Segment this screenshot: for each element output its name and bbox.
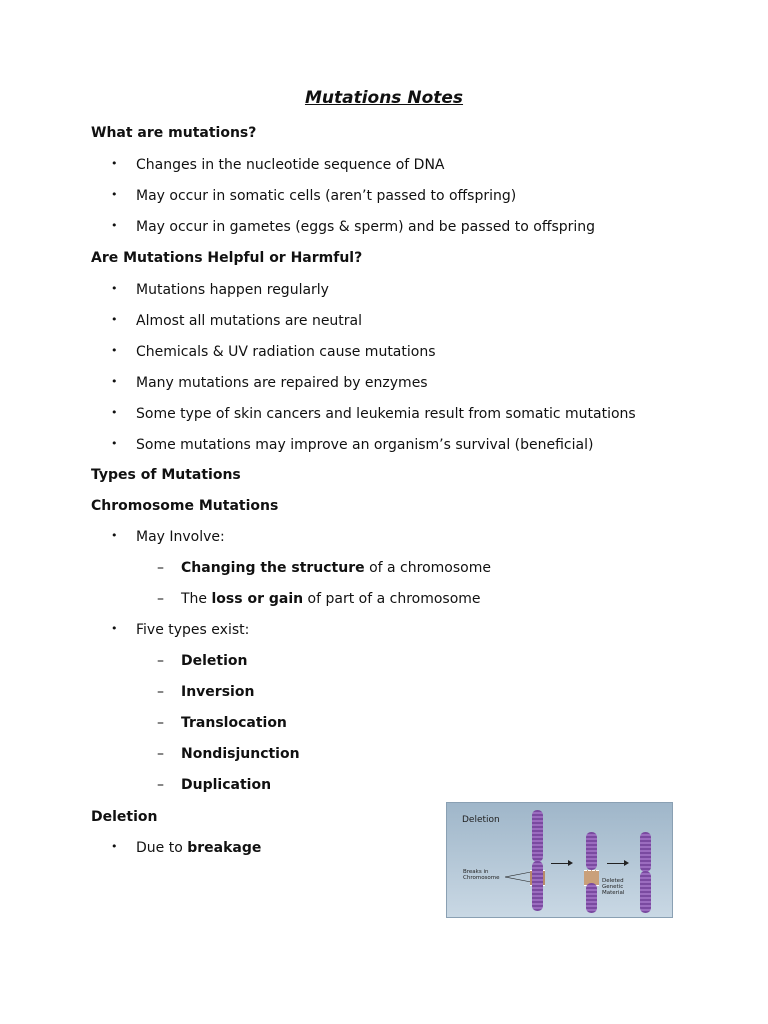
chromosome-original-top bbox=[532, 810, 543, 862]
section-heading-chromosome-mutations: Chromosome Mutations bbox=[91, 498, 279, 514]
deletion-diagram-image bbox=[446, 802, 673, 918]
bullet-item: • Many mutations are repaired by enzymes bbox=[136, 375, 428, 391]
chromosome-result-bottom bbox=[640, 871, 651, 913]
sub-bullet-item bbox=[181, 777, 271, 793]
sub-bullet-item bbox=[181, 746, 300, 762]
bullet-item: • Mutations happen regularly bbox=[136, 282, 329, 298]
figure-label-deleted bbox=[602, 878, 624, 896]
bullet-item bbox=[136, 840, 261, 856]
section-heading-deletion: Deletion bbox=[91, 809, 158, 825]
figure-label-line: Genetic bbox=[602, 884, 624, 890]
bullet-item: • Changes in the nucleotide sequence of DNA bbox=[136, 157, 445, 173]
sub-bullet-item bbox=[181, 560, 491, 576]
plain-text: of a chromosome bbox=[364, 560, 491, 576]
bullet-item: • May occur in gametes (eggs & sperm) and be passed to offspring bbox=[136, 219, 595, 235]
section-heading-what-are-mutations: What are mutations? bbox=[91, 125, 257, 141]
bullet-item: • Some type of skin cancers and leukemia result from somatic mutations bbox=[136, 406, 636, 422]
bullet-item-may-involve: • May Involve: bbox=[136, 529, 225, 545]
plain-text: Due to bbox=[136, 840, 188, 856]
bullet-item-five-types: • Five types exist: bbox=[136, 622, 249, 638]
bold-text: Translocation bbox=[181, 715, 287, 731]
chromosome-breaking-top bbox=[586, 832, 597, 870]
bullet-item: • Chemicals & UV radiation cause mutations bbox=[136, 344, 436, 360]
figure-label-line: Breaks in bbox=[463, 869, 489, 875]
chromosome-breaking-bottom bbox=[586, 883, 597, 913]
figure-label-line: Deleted bbox=[602, 878, 624, 884]
bold-text: Duplication bbox=[181, 777, 272, 793]
figure-label-breaks bbox=[463, 869, 500, 881]
figure-label-line: Material bbox=[602, 890, 625, 896]
chromosome-original-bottom bbox=[532, 861, 543, 911]
bold-text: loss or gain bbox=[211, 591, 304, 607]
sub-bullet-item bbox=[181, 653, 248, 669]
bold-text: Changing the structure bbox=[181, 560, 365, 576]
bold-text: Inversion bbox=[181, 684, 255, 700]
sub-bullet-item bbox=[181, 591, 481, 607]
bold-text: breakage bbox=[187, 840, 262, 856]
bullet-item: • Some mutations may improve an organism’s survival (beneficial) bbox=[136, 437, 593, 453]
plain-text: of part of a chromosome bbox=[303, 591, 481, 607]
bullet-item: • May occur in somatic cells (aren’t passed to offspring) bbox=[136, 188, 516, 204]
chromosome-result-top bbox=[640, 832, 651, 872]
plain-text: The bbox=[181, 591, 212, 607]
page-title: Mutations Notes bbox=[304, 88, 464, 108]
bullet-item: • Almost all mutations are neutral bbox=[136, 313, 362, 329]
bold-text: Nondisjunction bbox=[181, 746, 300, 762]
arrow-icon bbox=[607, 863, 627, 864]
figure-title: Deletion bbox=[462, 815, 500, 825]
sub-bullet-item bbox=[181, 684, 254, 700]
section-heading-helpful-or-harmful: Are Mutations Helpful or Harmful? bbox=[91, 250, 363, 266]
bold-text: Deletion bbox=[181, 653, 248, 669]
figure-label-line: Chromosome bbox=[463, 875, 500, 881]
arrow-icon bbox=[551, 863, 571, 864]
section-heading-types-of-mutations: Types of Mutations bbox=[91, 467, 241, 483]
sub-bullet-item bbox=[181, 715, 287, 731]
